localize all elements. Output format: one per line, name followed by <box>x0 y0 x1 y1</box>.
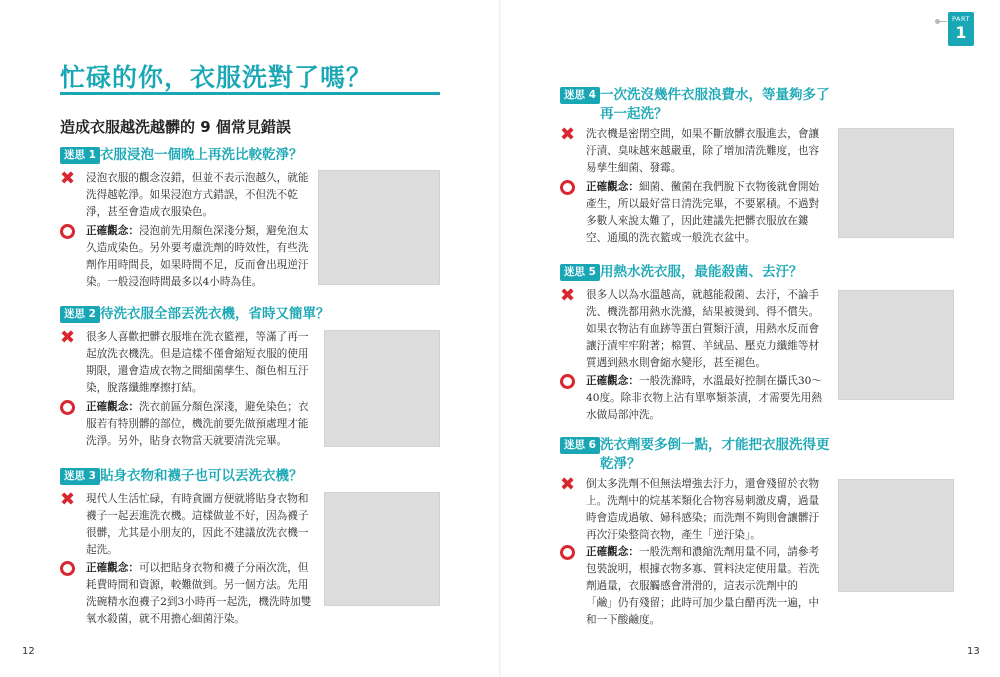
circle-icon <box>560 180 575 195</box>
correct-text: 正確觀念：一般洗劑和濃縮洗劑用量不同，請參考包裝說明，根據衣物多寡、質料決定使用量。若洗劑過量，衣服觸感會滑滑的，這表示洗劑中的「鹼」仍有殘留；此時可加少量白醋再洗一遍，中和一下酸鹼度。 <box>586 546 820 626</box>
myth-tag: 迷思 2 <box>60 306 100 323</box>
wrong-text: 倒太多洗劑不但無法增強去汙力，還會殘留於衣物上。洗劑中的烷基苯類化合物容易刺激皮膚，過量時會造成過敏、婦科感染；而洗劑不夠則會讓髒汙再次汙染整筒衣物，產生「逆汙染」。 <box>586 478 820 541</box>
wrong-row <box>60 170 310 222</box>
correct-text: 正確觀念：洗衣前區分顏色深淺，避免染色；衣服若有特別髒的部位，機洗前要先做預處理才能洗淨。另外，貼身衣物當天就要清洗完畢。 <box>86 401 309 447</box>
correct-row <box>60 560 316 630</box>
circle-icon <box>60 400 75 415</box>
circle-icon <box>60 561 75 576</box>
correct-text: 正確觀念：浸泡前先用顏色深淺分類，避免泡太久造成染色。另外要考慮洗劑的時效性，有些洗劑作用時間長，如果時間不足，反而會出現逆汙染。一般浸泡時間最多以4小時為佳。 <box>86 225 309 288</box>
correct-text: 正確觀念：一般洗滌時，水溫最好控制在攝氏30～40度。除非衣物上沾有單寧類茶漬，才需要先用熱水做局部沖洗。 <box>586 375 822 421</box>
photo-laundry-basket <box>324 330 440 447</box>
cross-icon: ✖ <box>560 474 576 495</box>
myth-title: 貼身衣物和襪子也可以丟洗衣機？ <box>100 468 303 484</box>
wrong-row <box>60 329 316 399</box>
myth-title: 洗衣劑要多倒一點，才能把衣服洗得更乾淨？ <box>600 437 830 472</box>
cross-icon: ✖ <box>60 489 76 510</box>
photo-clothes-washing-machine <box>838 128 954 238</box>
wrong-row <box>560 476 822 546</box>
part-badge <box>948 12 974 46</box>
myth-tag: 迷思 6 <box>560 437 600 454</box>
correct-row <box>560 179 822 249</box>
page-subtitle: 造成衣服越洗越髒的 9 個常見錯誤 <box>60 118 291 136</box>
correct-row <box>560 544 822 630</box>
wrong-row <box>560 126 822 178</box>
page-title: 忙碌的你，衣服洗對了嗎？ <box>60 63 373 92</box>
circle-icon <box>60 224 75 239</box>
photo-washing-machine-socks <box>324 492 440 606</box>
circle-icon <box>560 374 575 389</box>
myth-tag: 迷思 3 <box>60 468 100 485</box>
title-rule <box>60 92 440 95</box>
myth-tag: 迷思 4 <box>560 87 600 104</box>
part-number: 1 <box>955 23 967 42</box>
photo-detergent-powder <box>838 479 954 592</box>
part-marker-line <box>938 21 947 22</box>
cross-icon: ✖ <box>60 327 76 348</box>
photo-bra-in-basin <box>318 170 440 285</box>
circle-icon <box>560 545 575 560</box>
wrong-row <box>60 491 316 561</box>
correct-text: 正確觀念：細菌、黴菌在我們脫下衣物後就會開始產生，所以最好當日清洗完畢，不要累積。不過對多數人來說太難了，因此建議先把髒衣服放在鏤空、通風的洗衣籃或一般洗衣盆中。 <box>586 181 820 244</box>
correct-text: 正確觀念：可以把貼身衣物和襪子分兩次洗，但耗費時間和資源，較難做到。另一個方法。先用洗碗精水泡襪子2到3小時再一起洗，機洗時加雙氧水殺菌，就不用擔心細菌汙染。 <box>86 562 312 625</box>
myth-tag: 迷思 5 <box>560 264 600 281</box>
myth-title: 一次洗沒幾件衣服浪費水，等量夠多了再一起洗？ <box>600 87 830 122</box>
myth-title: 待洗衣服全部丟洗衣機，省時又簡單？ <box>100 306 330 322</box>
page-number-left: 12 <box>22 646 35 657</box>
correct-row <box>560 373 822 425</box>
wrong-text: 洗衣機是密閉空間，如果不斷放髒衣服進去，會讓汙漬、臭味越來越嚴重，除了增加清洗難度，也容易孳生細菌、發霉。 <box>586 128 820 174</box>
photo-hot-water-pouring <box>838 290 954 400</box>
wrong-text: 很多人以為水溫越高，就越能殺菌、去汙，不論手洗、機洗都用熱水洗滌，結果被燙到、得不償失。如果衣物沾有血跡等蛋白質類汙漬，用熱水反而會讓汙漬牢牢附著；棉質、羊絨品、壓克力纖維等材質遇到熱水則會縮水變形，甚至褪色。 <box>586 289 820 369</box>
wrong-row <box>560 287 822 373</box>
correct-row <box>60 223 310 293</box>
myth-tag: 迷思 1 <box>60 147 100 164</box>
part-label: PART <box>952 15 970 23</box>
wrong-text: 很多人喜歡把髒衣服堆在洗衣籃裡，等滿了再一起放洗衣機洗。但是這樣不僅會縮短衣服的使用期限，還會造成衣物之間細菌孳生、顏色相互汙染，脫落纖維摩擦打結。 <box>86 331 309 394</box>
right-page <box>500 0 1000 677</box>
cross-icon: ✖ <box>60 168 76 189</box>
cross-icon: ✖ <box>560 285 576 306</box>
page-number-right: 13 <box>967 646 980 657</box>
correct-row <box>60 399 316 451</box>
wrong-text: 浸泡衣服的觀念沒錯，但並不表示泡越久，就能洗得越乾淨。如果浸泡方式錯誤，不但洗不乾淨，甚至會造成衣服染色。 <box>86 172 309 218</box>
wrong-text: 現代人生活忙碌，有時貪圖方便就將貼身衣物和襪子一起丟進洗衣機。這樣做並不好，因為襪子很髒，尤其是小朋友的，因此不建議放洗衣機一起洗。 <box>86 493 309 556</box>
myth-title: 衣服浸泡一個晚上再洗比較乾淨？ <box>100 147 303 163</box>
cross-icon: ✖ <box>560 124 576 145</box>
myth-title: 用熱水洗衣服，最能殺菌、去汙？ <box>600 264 803 280</box>
